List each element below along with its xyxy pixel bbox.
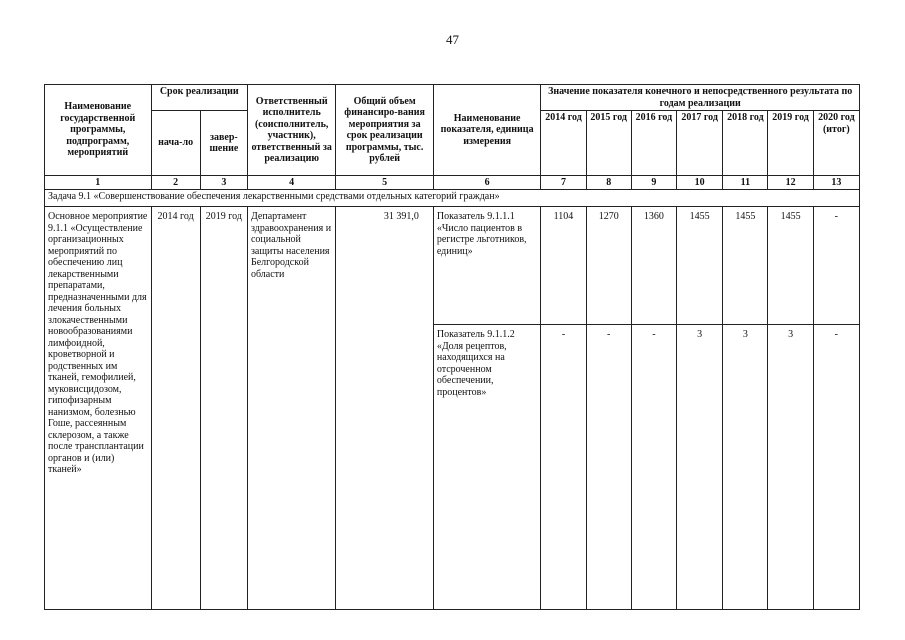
program-table: [44, 84, 860, 610]
indicator-value: -: [541, 325, 586, 610]
indicator-value: 1455: [723, 207, 768, 325]
header-funding: Общий объем финансиро-вания мероприятия за срок реализации программы, тыс. рублей: [336, 85, 433, 176]
column-number: 9: [631, 176, 676, 190]
header-year: 2014 год: [541, 111, 586, 176]
header-year: 2020 год (итог): [813, 111, 859, 176]
indicator-name: Показатель 9.1.1.2 «Доля рецептов, находящихся на отсроченном обеспечении, процентов»: [433, 325, 541, 610]
header-year: 2019 год: [768, 111, 813, 176]
indicator-row: [45, 207, 860, 325]
column-number: 7: [541, 176, 586, 190]
indicator-value: -: [813, 207, 859, 325]
task-row: [45, 190, 860, 207]
indicator-value: 3: [677, 325, 723, 610]
column-number: 10: [677, 176, 723, 190]
column-number: 4: [247, 176, 335, 190]
indicator-value: 1104: [541, 207, 586, 325]
header-period-end: завер-шение: [200, 111, 247, 176]
indicator-value: 1270: [586, 207, 631, 325]
header-values-title: Значение показателя конечного и непосредственного результата по годам реализации: [541, 85, 860, 111]
header-year: 2018 год: [723, 111, 768, 176]
indicator-value: -: [631, 325, 676, 610]
column-number: 6: [433, 176, 541, 190]
column-number: 12: [768, 176, 813, 190]
measure-end: 2019 год: [200, 207, 247, 610]
task-title: Задача 9.1 «Совершенствование обеспечения лекарственными средствами отдельных категорий граждан»: [45, 190, 860, 207]
column-number: 11: [723, 176, 768, 190]
header-year: 2016 год: [631, 111, 676, 176]
column-number: 3: [200, 176, 247, 190]
column-number: 2: [151, 176, 200, 190]
header-year: 2015 год: [586, 111, 631, 176]
header-year: 2017 год: [677, 111, 723, 176]
header-indicator-name: Наименование показателя, единица измерения: [433, 85, 541, 176]
indicator-value: 1455: [768, 207, 813, 325]
indicator-value: 1360: [631, 207, 676, 325]
column-number-row: [45, 176, 860, 190]
header-period-start: нача-ло: [151, 111, 200, 176]
indicator-value: 3: [768, 325, 813, 610]
header-executor: Ответственный исполнитель (соисполнитель, участник), ответственный за реализацию: [247, 85, 335, 176]
indicator-value: -: [586, 325, 631, 610]
column-number: 1: [45, 176, 152, 190]
measure-name: Основное мероприятие 9.1.1 «Осуществление организационных мероприятий по обеспечению лиц лекарственными препаратами, предназначенными для лечения больных злокачественными новообразованиями лимфоидной, кроветворной и родственных им тканей, гемофилией, муковисцидозом, гипофизарным нанизмом, болезнью Гоше, рассеянным склерозом, а также после трансплантации органов и (или) тканей»: [45, 207, 152, 610]
column-number: 8: [586, 176, 631, 190]
indicator-name: Показатель 9.1.1.1 «Число пациентов в регистре льготников, единиц»: [433, 207, 541, 325]
header-period: Срок реализации: [151, 85, 247, 111]
indicator-value: 3: [723, 325, 768, 610]
measure-executor: Департамент здравоохранения и социальной защиты населения Белгородской области: [247, 207, 335, 610]
measure-start: 2014 год: [151, 207, 200, 610]
indicator-value: 1455: [677, 207, 723, 325]
column-number: 13: [813, 176, 859, 190]
header-program-name: Наименование государственной программы, подпрограмм, мероприятий: [45, 85, 152, 176]
indicator-value: -: [813, 325, 859, 610]
measure-funding: 31 391,0: [336, 207, 433, 610]
column-number: 5: [336, 176, 433, 190]
page-number: 47: [446, 32, 459, 47]
